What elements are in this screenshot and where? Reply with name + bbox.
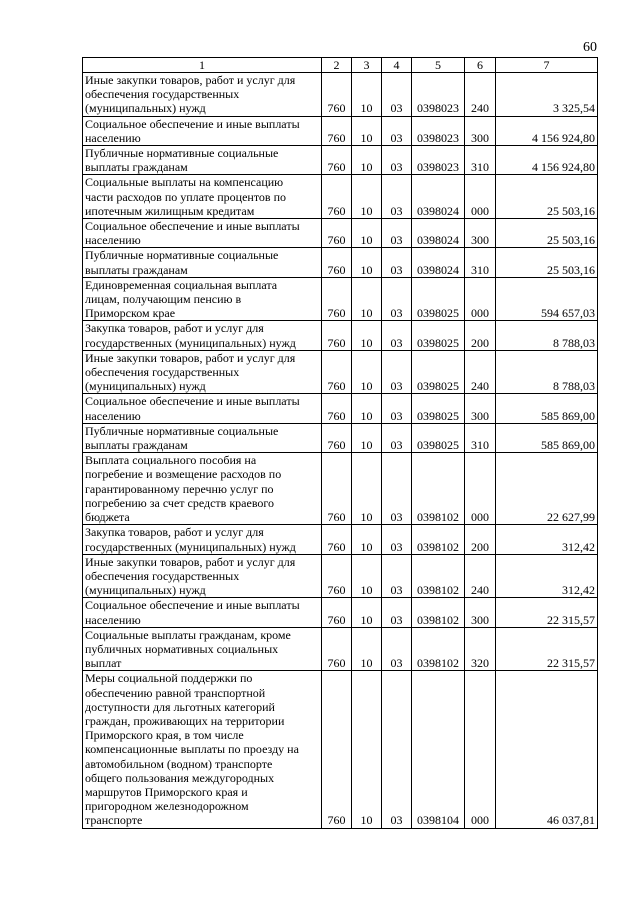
table-row	[83, 554, 598, 598]
code-section-cell: 10	[352, 116, 382, 145]
code-subsection-cell: 03	[382, 423, 412, 452]
code-subsection-cell: 03	[382, 525, 412, 554]
item-name-cell: Социальное обеспечение и иные выплаты населению	[83, 598, 322, 627]
code-ved-cell: 760	[322, 175, 352, 219]
amount-cell: 22 627,99	[496, 453, 598, 525]
amount-cell: 25 503,16	[496, 175, 598, 219]
amount-cell: 3 325,54	[496, 73, 598, 117]
code-expense-type-cell: 300	[465, 116, 496, 145]
code-expense-type-cell: 300	[465, 598, 496, 627]
code-ved-cell: 760	[322, 423, 352, 452]
item-name-cell: Иные закупки товаров, работ и услуг для обеспечения государственных (муниципальных) нужд	[83, 73, 322, 117]
amount-cell: 22 315,57	[496, 598, 598, 627]
code-ved-cell: 760	[322, 525, 352, 554]
table-row	[83, 453, 598, 525]
code-expense-type-cell: 300	[465, 219, 496, 248]
table-row	[83, 423, 598, 452]
table-row	[83, 671, 598, 828]
code-target-article-cell: 0398102	[412, 598, 465, 627]
header-cell: 7	[496, 58, 598, 73]
header-cell: 3	[352, 58, 382, 73]
code-subsection-cell: 03	[382, 627, 412, 671]
code-expense-type-cell: 310	[465, 423, 496, 452]
code-ved-cell: 760	[322, 627, 352, 671]
item-name-cell: Меры социальной поддержки по обеспечению равной транспортной доступности для льготных категорий граждан, проживающих на территории Приморского края, в том числе компенсационные выплаты по проезду на автомобильном (водном) транспорте общего пользования междугородных маршрутов Приморского края и пригородном железнодорожном транспорте	[83, 671, 322, 828]
item-name-cell: Социальные выплаты гражданам, кроме публичных нормативных социальных выплат	[83, 627, 322, 671]
code-section-cell: 10	[352, 554, 382, 598]
code-section-cell: 10	[352, 146, 382, 175]
code-ved-cell: 760	[322, 73, 352, 117]
code-expense-type-cell: 300	[465, 394, 496, 423]
code-ved-cell: 760	[322, 219, 352, 248]
code-subsection-cell: 03	[382, 73, 412, 117]
amount-cell: 46 037,81	[496, 671, 598, 828]
table-body	[83, 73, 598, 829]
table-row	[83, 146, 598, 175]
code-section-cell: 10	[352, 394, 382, 423]
code-section-cell: 10	[352, 277, 382, 321]
table-header-row	[83, 58, 598, 73]
page-number: 60	[583, 40, 597, 55]
code-subsection-cell: 03	[382, 394, 412, 423]
code-section-cell: 10	[352, 350, 382, 394]
table-row	[83, 219, 598, 248]
code-target-article-cell: 0398102	[412, 554, 465, 598]
code-subsection-cell: 03	[382, 219, 412, 248]
item-name-cell: Публичные нормативные социальные выплаты гражданам	[83, 248, 322, 277]
table-row	[83, 277, 598, 321]
code-expense-type-cell: 000	[465, 671, 496, 828]
amount-cell: 312,42	[496, 554, 598, 598]
amount-cell: 25 503,16	[496, 248, 598, 277]
item-name-cell: Иные закупки товаров, работ и услуг для обеспечения государственных (муниципальных) нужд	[83, 554, 322, 598]
code-target-article-cell: 0398025	[412, 350, 465, 394]
item-name-cell: Единовременная социальная выплата лицам, получающим пенсию в Приморском крае	[83, 277, 322, 321]
code-target-article-cell: 0398104	[412, 671, 465, 828]
code-expense-type-cell: 240	[465, 350, 496, 394]
code-target-article-cell: 0398025	[412, 423, 465, 452]
table-row	[83, 321, 598, 350]
code-target-article-cell: 0398024	[412, 248, 465, 277]
code-ved-cell: 760	[322, 598, 352, 627]
code-expense-type-cell: 240	[465, 73, 496, 117]
code-section-cell: 10	[352, 321, 382, 350]
table-row	[83, 598, 598, 627]
code-ved-cell: 760	[322, 453, 352, 525]
header-cell: 6	[465, 58, 496, 73]
code-ved-cell: 760	[322, 394, 352, 423]
amount-cell: 585 869,00	[496, 394, 598, 423]
code-target-article-cell: 0398025	[412, 394, 465, 423]
code-target-article-cell: 0398023	[412, 73, 465, 117]
code-subsection-cell: 03	[382, 598, 412, 627]
header-cell: 1	[83, 58, 322, 73]
code-section-cell: 10	[352, 219, 382, 248]
amount-cell: 4 156 924,80	[496, 146, 598, 175]
item-name-cell: Закупка товаров, работ и услуг для государственных (муниципальных) нужд	[83, 321, 322, 350]
code-subsection-cell: 03	[382, 671, 412, 828]
budget-table	[82, 57, 598, 829]
item-name-cell: Иные закупки товаров, работ и услуг для обеспечения государственных (муниципальных) нужд	[83, 350, 322, 394]
code-expense-type-cell: 200	[465, 525, 496, 554]
amount-cell: 585 869,00	[496, 423, 598, 452]
code-section-cell: 10	[352, 453, 382, 525]
code-ved-cell: 760	[322, 248, 352, 277]
code-target-article-cell: 0398023	[412, 146, 465, 175]
code-target-article-cell: 0398102	[412, 453, 465, 525]
code-subsection-cell: 03	[382, 453, 412, 525]
table-row	[83, 350, 598, 394]
code-target-article-cell: 0398102	[412, 525, 465, 554]
table-row	[83, 525, 598, 554]
code-ved-cell: 760	[322, 554, 352, 598]
item-name-cell: Социальное обеспечение и иные выплаты населению	[83, 116, 322, 145]
code-target-article-cell: 0398024	[412, 219, 465, 248]
code-section-cell: 10	[352, 598, 382, 627]
amount-cell: 8 788,03	[496, 321, 598, 350]
code-target-article-cell: 0398023	[412, 116, 465, 145]
item-name-cell: Социальные выплаты на компенсацию части расходов по уплате процентов по ипотечным жилищным кредитам	[83, 175, 322, 219]
code-expense-type-cell: 320	[465, 627, 496, 671]
table-row	[83, 175, 598, 219]
item-name-cell: Социальное обеспечение и иные выплаты населению	[83, 219, 322, 248]
code-section-cell: 10	[352, 423, 382, 452]
item-name-cell: Социальное обеспечение и иные выплаты населению	[83, 394, 322, 423]
code-subsection-cell: 03	[382, 116, 412, 145]
header-cell: 2	[322, 58, 352, 73]
amount-cell: 25 503,16	[496, 219, 598, 248]
code-target-article-cell: 0398025	[412, 277, 465, 321]
item-name-cell: Закупка товаров, работ и услуг для государственных (муниципальных) нужд	[83, 525, 322, 554]
code-subsection-cell: 03	[382, 248, 412, 277]
code-ved-cell: 760	[322, 277, 352, 321]
amount-cell: 8 788,03	[496, 350, 598, 394]
code-expense-type-cell: 000	[465, 453, 496, 525]
code-subsection-cell: 03	[382, 277, 412, 321]
code-section-cell: 10	[352, 175, 382, 219]
code-expense-type-cell: 310	[465, 248, 496, 277]
item-name-cell: Публичные нормативные социальные выплаты гражданам	[83, 423, 322, 452]
code-expense-type-cell: 200	[465, 321, 496, 350]
amount-cell: 22 315,57	[496, 627, 598, 671]
table-row	[83, 248, 598, 277]
table-row	[83, 116, 598, 145]
code-section-cell: 10	[352, 248, 382, 277]
code-subsection-cell: 03	[382, 554, 412, 598]
table-row	[83, 394, 598, 423]
header-cell: 5	[412, 58, 465, 73]
code-expense-type-cell: 310	[465, 146, 496, 175]
code-ved-cell: 760	[322, 146, 352, 175]
code-expense-type-cell: 000	[465, 277, 496, 321]
code-subsection-cell: 03	[382, 321, 412, 350]
code-subsection-cell: 03	[382, 175, 412, 219]
code-ved-cell: 760	[322, 671, 352, 828]
table-row	[83, 627, 598, 671]
code-target-article-cell: 0398024	[412, 175, 465, 219]
code-target-article-cell: 0398025	[412, 321, 465, 350]
code-ved-cell: 760	[322, 350, 352, 394]
code-section-cell: 10	[352, 525, 382, 554]
item-name-cell: Публичные нормативные социальные выплаты гражданам	[83, 146, 322, 175]
code-section-cell: 10	[352, 73, 382, 117]
header-cell: 4	[382, 58, 412, 73]
item-name-cell: Выплата социального пособия на погребение и возмещение расходов по гарантированному перечню услуг по погребению за счет средств краевого бюджета	[83, 453, 322, 525]
code-section-cell: 10	[352, 671, 382, 828]
code-expense-type-cell: 000	[465, 175, 496, 219]
code-subsection-cell: 03	[382, 146, 412, 175]
code-ved-cell: 760	[322, 116, 352, 145]
table-row	[83, 73, 598, 117]
code-ved-cell: 760	[322, 321, 352, 350]
code-expense-type-cell: 240	[465, 554, 496, 598]
code-subsection-cell: 03	[382, 350, 412, 394]
amount-cell: 594 657,03	[496, 277, 598, 321]
code-section-cell: 10	[352, 627, 382, 671]
amount-cell: 4 156 924,80	[496, 116, 598, 145]
code-target-article-cell: 0398102	[412, 627, 465, 671]
amount-cell: 312,42	[496, 525, 598, 554]
